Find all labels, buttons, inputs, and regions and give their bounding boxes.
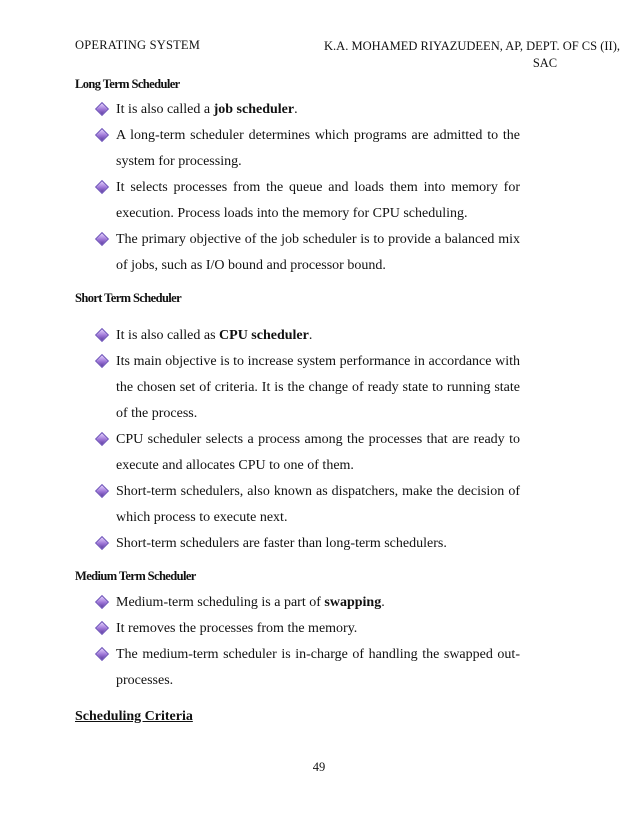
section-heading-short-term: Short Term Scheduler (75, 291, 182, 305)
diamond-bullet-icon (95, 102, 109, 116)
list-item: It selects processes from the queue and loads them into memory for execution. Process loads into the memory for CPU scheduling. (97, 175, 520, 227)
section-heading-scheduling-criteria: Scheduling Criteria (75, 709, 193, 724)
bullet-list-medium-term (97, 590, 520, 694)
list-item: A long-term scheduler determines which programs are admitted to the system for processing. (97, 123, 520, 175)
list-item: Short-term schedulers are faster than long-term schedulers. (97, 531, 520, 557)
list-item: It is also called a job scheduler. (97, 97, 520, 123)
header-course-title: OPERATING SYSTEM (75, 38, 201, 52)
header-author (300, 38, 620, 72)
bullet-list-long-term (97, 97, 520, 279)
diamond-bullet-icon (95, 621, 109, 635)
list-item: CPU scheduler selects a process among the processes that are ready to execute and allocates CPU to one of them. (97, 427, 520, 479)
diamond-bullet-icon (95, 432, 109, 446)
diamond-bullet-icon (95, 595, 109, 609)
list-item: Its main objective is to increase system performance in accordance with the chosen set of criteria. It is the change of ready state to running state of the process. (97, 349, 520, 427)
diamond-bullet-icon (95, 647, 109, 661)
header-author-line2: SAC (532, 56, 558, 70)
diamond-bullet-icon (95, 328, 109, 342)
bullet-list-short-term (97, 323, 520, 557)
list-item: Medium-term scheduling is a part of swapping. (97, 590, 520, 616)
list-item: The primary objective of the job scheduler is to provide a balanced mix of jobs, such as I/O bound and processor bound. (97, 227, 520, 279)
diamond-bullet-icon (95, 232, 109, 246)
section-heading-medium-term: Medium Term Scheduler (75, 569, 196, 583)
list-item: Short-term schedulers, also known as dispatchers, make the decision of which process to execute next. (97, 479, 520, 531)
page-number: 49 (312, 760, 326, 774)
diamond-bullet-icon (95, 484, 109, 498)
header-author-line1: K.A. MOHAMED RIYAZUDEEN, AP, DEPT. OF CS (II), (324, 39, 620, 53)
list-item: The medium-term scheduler is in-charge of handling the swapped out-processes. (97, 642, 520, 694)
list-item: It is also called as CPU scheduler. (97, 323, 520, 349)
section-heading-long-term: Long Term Scheduler (75, 77, 180, 91)
diamond-bullet-icon (95, 180, 109, 194)
diamond-bullet-icon (95, 354, 109, 368)
list-item: It removes the processes from the memory. (97, 616, 520, 642)
diamond-bullet-icon (95, 128, 109, 142)
diamond-bullet-icon (95, 536, 109, 550)
